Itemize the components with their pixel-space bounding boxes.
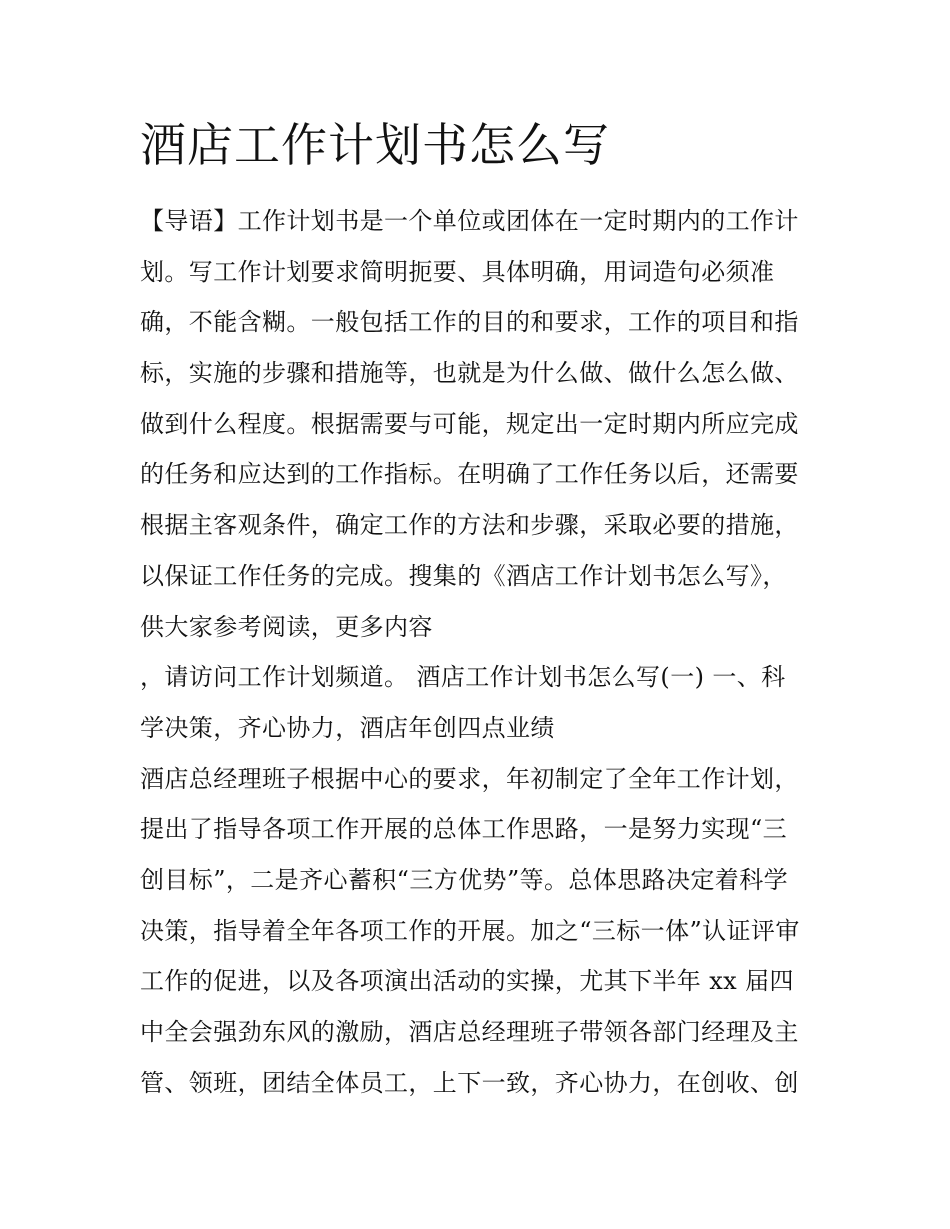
text-line: 供大家参考阅读，更多内容	[140, 612, 433, 641]
document-body	[140, 203, 820, 1115]
text-line: 决策，指导着全年各项工作的开展。加之“三标一体”认证评审	[140, 916, 800, 945]
text-line: 管、领班，团结全体员工，上下一致，齐心协力，在创收、创	[140, 1068, 799, 1097]
text-line: 中全会强劲东风的激励，酒店总经理班子带领各部门经理及主	[140, 1018, 799, 1046]
text-line: 酒店总经理班子根据中心的要求，年初制定了全年工作计划，	[140, 764, 799, 793]
text-line: 做到什么程度。根据需要与可能，规定出一定时期内所应完成	[140, 409, 799, 438]
text-line: 提出了指导各项工作开展的总体工作思路，一是努力实现“三	[140, 815, 788, 844]
text-line: 根据主客观条件，确定工作的方法和步骤，采取必要的措施，	[140, 511, 799, 540]
text-line: 【导语】工作计划书是一个单位或团体在一定时期内的工作计	[140, 207, 799, 235]
text-line: 以保证工作任务的完成。搜集的《酒店工作计划书怎么写》，	[140, 561, 787, 590]
text-line: 的任务和应达到的工作指标。在明确了工作任务以后，还需要	[140, 460, 799, 489]
text-line: 划。写工作计划要求简明扼要、具体明确，用词造句必须准	[140, 257, 775, 286]
text-line: 学决策，齐心协力，酒店年创四点业绩	[140, 713, 555, 742]
text-line: 确，不能含糊。一般包括工作的目的和要求，工作的项目和指	[140, 308, 799, 337]
text-line: ，请访问工作计划频道。 酒店工作计划书怎么写(一) 一、科	[140, 663, 786, 692]
text-line: 工作的促进，以及各项演出活动的实操，尤其下半年 xx 届四	[140, 967, 794, 996]
text-line: 创目标”，二是齐心蓄积“三方优势”等。总体思路决定着科学	[140, 865, 789, 894]
page-title: 酒店工作计划书怎么写	[140, 118, 610, 172]
text-line: 标，实施的步骤和措施等，也就是为什么做、做什么怎么做、	[140, 359, 799, 388]
